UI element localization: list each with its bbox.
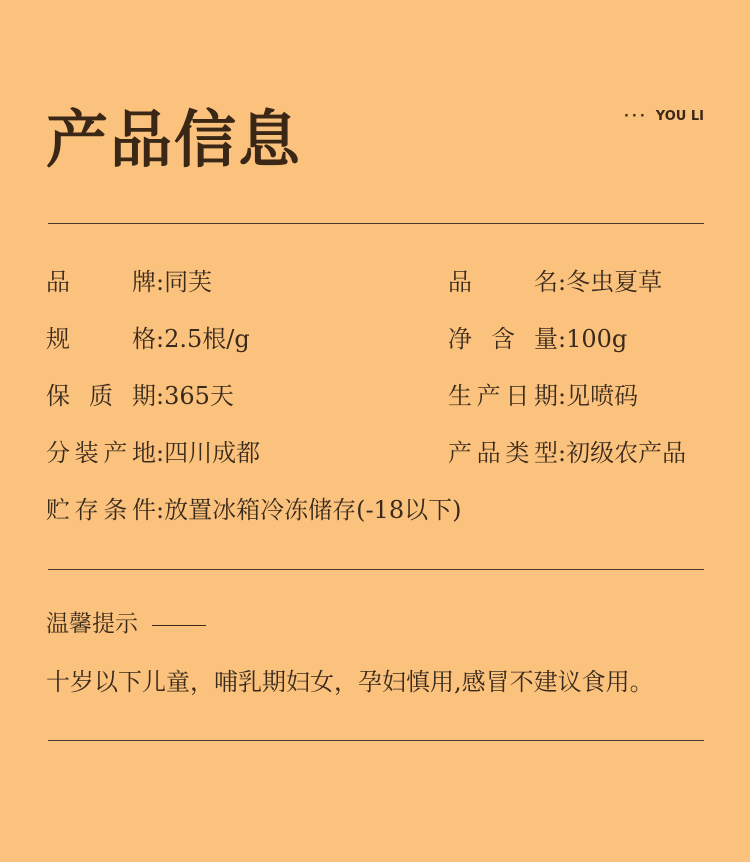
spec-row-origin: [46, 436, 260, 470]
spec-row-shelf-life: [46, 379, 234, 413]
spec-row-brand: [46, 265, 212, 299]
spec-label: 净含量: [448, 325, 558, 353]
divider-top: [48, 223, 704, 224]
spec-value: :四川成都: [156, 439, 261, 467]
brand-tag: [624, 108, 704, 126]
notice-text: 十岁以下儿童，哺乳期妇女，孕妇慎用,感冒不建议食用。: [46, 668, 654, 696]
spec-row-storage: [46, 493, 461, 527]
spec-value: :2.5根/g: [156, 325, 250, 353]
spec-label: 生产日期: [448, 382, 558, 410]
spec-row-size: [46, 322, 250, 356]
spec-label: 分装产地: [46, 439, 156, 467]
spec-label: 规格: [46, 325, 156, 353]
notice-title: 温馨提示: [46, 611, 138, 637]
notice-dash: [152, 625, 206, 626]
spec-row-net-content: [448, 322, 627, 356]
spec-row-product-name: [448, 265, 662, 299]
spec-label: 品牌: [46, 268, 156, 296]
spec-label: 品名: [448, 268, 558, 296]
spec-value: :初级农产品: [558, 439, 687, 467]
spec-label: 贮存条件: [46, 496, 156, 524]
spec-label: 产品类型: [448, 439, 558, 467]
spec-label: 保质期: [46, 382, 156, 410]
brand-tag-text: YOU LI: [655, 109, 704, 124]
spec-value: :365天: [156, 382, 234, 410]
divider-bottom: [48, 740, 704, 741]
notice-heading: [46, 607, 206, 641]
page-title: 产品信息: [46, 103, 303, 176]
spec-value: :同芙: [156, 268, 213, 296]
spec-value: :见喷码: [558, 382, 639, 410]
brand-tag-dots: ···: [623, 109, 648, 124]
divider-middle: [48, 569, 704, 570]
spec-value: :冬虫夏草: [558, 268, 663, 296]
spec-row-product-type: [448, 436, 686, 470]
spec-row-production-date: [448, 379, 638, 413]
spec-value: :放置冰箱冷冻储存(-18以下): [156, 496, 462, 524]
spec-value: :100g: [558, 325, 628, 353]
